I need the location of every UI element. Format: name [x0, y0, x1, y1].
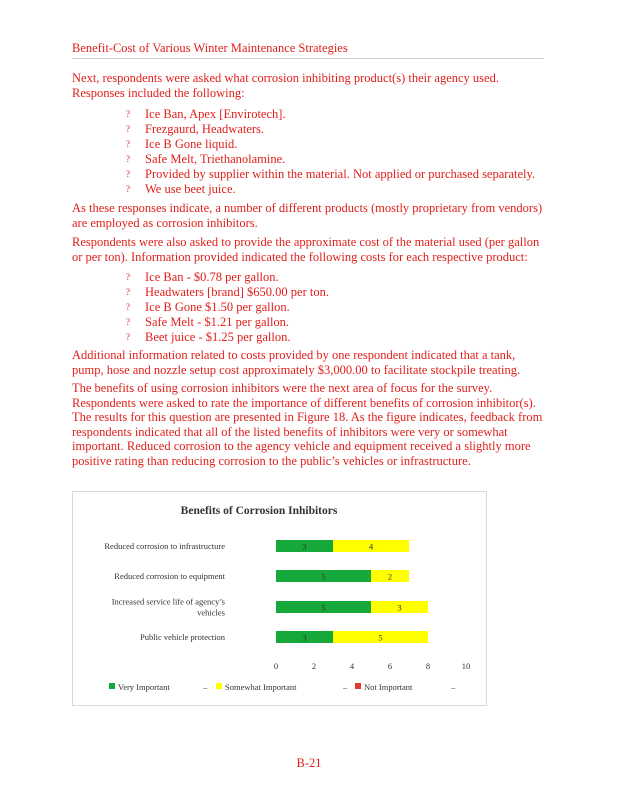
x-tick-label: 6 — [387, 661, 393, 671]
legend-swatch — [109, 683, 115, 689]
paragraph-products — [72, 71, 546, 100]
list-item — [126, 300, 566, 315]
category-label-line: Reduced corrosion to equipment — [114, 571, 225, 581]
benefits-chart — [72, 491, 487, 706]
data-label: 4 — [368, 541, 374, 552]
legend-separator: – — [343, 682, 348, 692]
legend-separator: – — [451, 682, 456, 692]
paragraph-costs-text: Respondents were also asked to provide the approximate cost of the material used (per gallon or per ton). Information provided indicated the following costs for each respective product: — [72, 235, 540, 264]
list-item — [126, 330, 566, 345]
bullet-icon: ? — [126, 332, 130, 342]
list-item — [126, 270, 566, 285]
data-label: 3 — [397, 602, 402, 613]
list-item — [126, 122, 566, 137]
list-item-text: Headwaters [brand] $650.00 per ton. — [145, 285, 329, 299]
page-footer — [0, 756, 618, 771]
page-number: B-21 — [296, 756, 322, 770]
data-label: 2 — [387, 571, 393, 582]
data-label: 5 — [378, 632, 383, 643]
chart-title: Benefits of Corrosion Inhibitors — [180, 505, 338, 517]
bullet-icon: ? — [126, 109, 130, 119]
legend-separator: – — [203, 682, 208, 692]
paragraph-benefits — [72, 381, 546, 469]
list-item-text: Ice B Gone $1.50 per gallon. — [145, 300, 290, 314]
list-item — [126, 182, 566, 197]
bullet-icon: ? — [126, 139, 130, 149]
product-list — [126, 107, 566, 197]
category-label-line: vehicles — [197, 607, 225, 618]
data-label: 3 — [302, 632, 307, 643]
list-item-text: Beet juice - $1.25 per gallon. — [145, 330, 291, 344]
bullet-icon: ? — [126, 124, 130, 134]
benefits-chart-svg — [73, 492, 486, 705]
bullet-icon: ? — [126, 317, 130, 327]
x-tick-label: 2 — [311, 661, 317, 671]
paragraph-setup-cost-text: Additional information related to costs provided by one respondent indicated that a tank, pump, hose and nozzle setup cost approximately $3,000.00 to facilitate stockpile treating. — [72, 348, 521, 377]
bullet-icon: ? — [126, 184, 130, 194]
list-item-text: Ice B Gone liquid. — [145, 137, 238, 151]
data-label: 5 — [321, 571, 326, 582]
bullet-icon: ? — [126, 302, 130, 312]
category-label — [140, 632, 226, 642]
category-label — [112, 597, 225, 618]
list-item-text: Safe Melt - $1.21 per gallon. — [145, 315, 290, 329]
list-item — [126, 152, 566, 167]
header-title: Benefit-Cost of Various Winter Maintenance Strategies — [72, 41, 348, 55]
data-label: 3 — [302, 541, 307, 552]
list-item — [126, 107, 566, 122]
list-item-text: Frezgaurd, Headwaters. — [145, 122, 265, 136]
legend-label: Somewhat Important — [225, 682, 297, 692]
x-tick-label: 10 — [461, 661, 471, 671]
list-item-text: We use beet juice. — [145, 182, 236, 196]
category-label-line: Increased service life of agency’s — [111, 596, 225, 607]
x-tick-label: 0 — [273, 661, 279, 671]
list-item-text: Provided by supplier within the material. Not applied or purchased separately. — [145, 167, 536, 181]
paragraph-products-text: Next, respondents were asked what corrosion inhibiting product(s) their agency used. Responses included the following: — [72, 71, 499, 100]
cost-list — [126, 270, 566, 345]
x-tick-label: 8 — [425, 661, 431, 671]
list-item — [126, 137, 566, 152]
bullet-icon: ? — [126, 154, 130, 164]
legend-label: Not Important — [364, 682, 413, 692]
paragraph-setup-cost — [72, 348, 546, 377]
bullet-icon: ? — [126, 169, 130, 179]
paragraph-costs — [72, 235, 546, 264]
list-item-text: Ice Ban, Apex [Envirotech]. — [145, 107, 286, 121]
category-label-line: Reduced corrosion to infrastructure — [104, 541, 225, 551]
category-label — [114, 571, 225, 581]
category-label-line: Public vehicle protection — [140, 632, 225, 642]
legend-swatch — [355, 683, 361, 689]
list-item — [126, 167, 566, 182]
list-item — [126, 315, 566, 330]
running-header — [72, 40, 544, 59]
list-item — [126, 285, 566, 300]
x-tick-label: 4 — [349, 661, 355, 671]
list-item-text: Safe Melt, Triethanolamine. — [145, 152, 286, 166]
legend-label: Very Important — [118, 682, 170, 692]
category-label — [104, 541, 225, 551]
bullet-icon: ? — [126, 287, 130, 297]
paragraph-products-summary — [72, 201, 546, 230]
legend-swatch — [216, 683, 222, 689]
bullet-icon: ? — [126, 272, 130, 282]
list-item-text: Ice Ban - $0.78 per gallon. — [145, 270, 279, 284]
data-label: 5 — [321, 602, 326, 613]
paragraph-benefits-text: The benefits of using corrosion inhibitors were the next area of focus for the survey. Respondents were asked to rate the importance of different benefits of corrosion inhibitor(s). The results for this question are presented in Figure 18. As the figure indicates, feedback from respondents indicated that all of the listed benefits of inhibitors were very or somewhat important. Reduced corrosion to the agency vehicle and equipment received a slightly more positive rating than reducing corrosion to the public’s vehicles or infrastructure. — [72, 381, 543, 468]
paragraph-products-summary-text: As these responses indicate, a number of different products (mostly proprietary from vendors) are employed as corrosion inhibitors. — [72, 201, 543, 230]
